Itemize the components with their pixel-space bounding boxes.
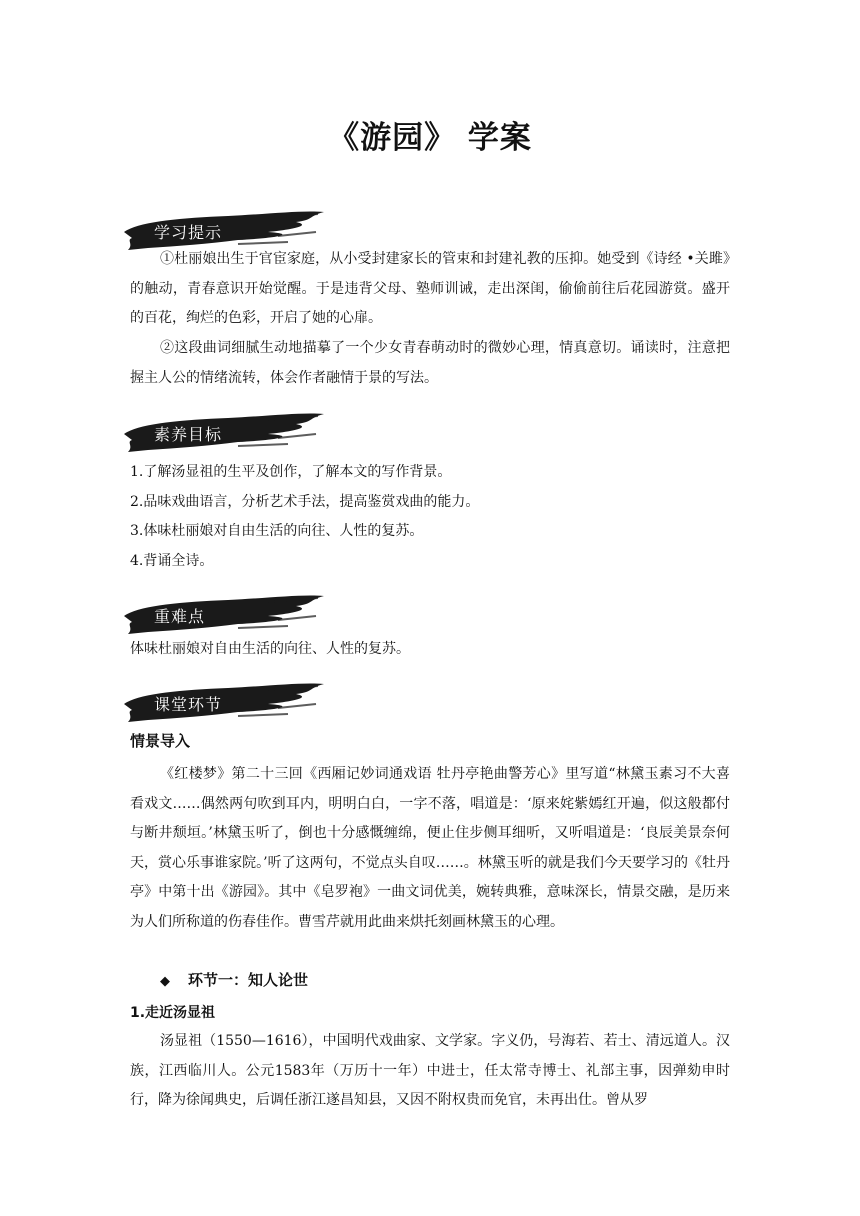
subsection-title: 情景导入 [130, 732, 191, 750]
step-title: 环节一：知人论世 [188, 971, 309, 989]
diamond-bullet-icon: ◆ [160, 974, 170, 989]
section-heading: 课堂环节 [154, 695, 223, 714]
list-item: 1.了解汤显祖的生平及创作，了解本文的写作背景。 [130, 464, 452, 480]
list-item: 4.背诵全诗。 [130, 553, 214, 569]
section-banner-goals [118, 410, 328, 456]
section-heading: 重难点 [154, 607, 206, 626]
paragraph: 体味杜丽娘对自由生活的向往、人性的复苏。 [130, 641, 410, 657]
section-heading: 学习提示 [154, 223, 223, 242]
brush-stroke-icon [118, 410, 328, 456]
section-banner-classroom [118, 680, 328, 726]
step-heading [160, 969, 308, 990]
subsection-title: 1.走近汤显祖 [130, 1005, 216, 1021]
list-item: 2.品味戏曲语言，分析艺术手法，提高鉴赏戏曲的能力。 [130, 494, 480, 510]
brush-stroke-icon [118, 680, 328, 726]
brush-stroke-icon [118, 592, 328, 638]
section-heading: 素养目标 [154, 425, 223, 444]
section-banner-keypoints [118, 592, 328, 638]
paragraph: 《红楼梦》第二十三回《西厢记妙词通戏语 牡丹亭艳曲警芳心》里写道“林黛玉素习不大喜看戏文……偶然两句吹到耳内，明明白白，一字不落，唱道是：‘原来姹紫嫣红开遍，似这般都付与断井颓垣。’林黛玉听了，倒也十分感慨缠绵，便止住步侧耳细听，又听唱道是：‘良辰美景奈何天，赏心乐事谁家院。’听了这两句，不觉点头自叹……。林黛玉听的就是我们今天要学习的《牡丹亭》中第十出《游园》。其中《皂罗袍》一曲文词优美，婉转典雅，意味深长，情景交融，是历来为人们所称道的伤春佳作。曹雪芹就用此曲来烘托刻画林黛玉的心理。 [130, 766, 730, 930]
paragraph: ②这段曲词细腻生动地描摹了一个少女青春萌动时的微妙心理，情真意切。诵读时，注意把握主人公的情绪流转，体会作者融情于景的写法。 [130, 340, 730, 386]
list-item: 3.体味杜丽娘对自由生活的向往、人性的复苏。 [130, 523, 424, 539]
paragraph: ①杜丽娘出生于官宦家庭，从小受封建家长的管束和封建礼教的压抑。她受到《诗经 •关雎》的触动，青春意识开始觉醒。于是违背父母、塾师训诫，走出深闺，偷偷前往后花园游赏。盛开的百花，绚烂的色彩，开启了她的心扉。 [130, 251, 730, 326]
paragraph: 汤显祖（1550—1616），中国明代戏曲家、文学家。字义仍，号海若、若士、清远道人。汉族，江西临川人。公元1583年（万历十一年）中进士，任太常寺博士、礼部主事，因弹劾申时行，降为徐闻典史，后调任浙江遂昌知县，又因不附权贵而免官，未再出仕。曾从罗 [130, 1033, 730, 1108]
page-title: 《游园》 学案 [328, 120, 532, 156]
